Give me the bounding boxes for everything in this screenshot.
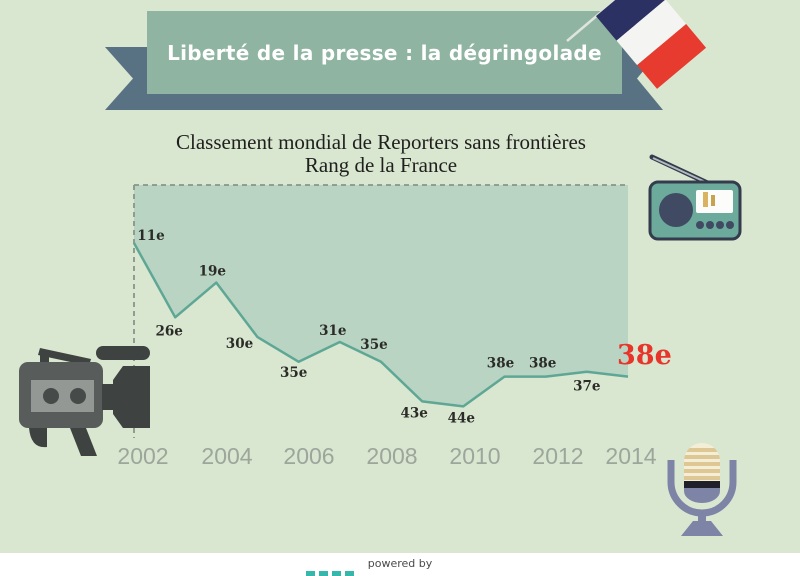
radio-slider xyxy=(711,195,715,206)
camera-mic-boom xyxy=(96,346,150,360)
chart-area-fill xyxy=(134,185,628,406)
year-tick-2014: 2014 xyxy=(605,443,657,469)
data-label-2004: 19e xyxy=(198,263,226,280)
camera-leg xyxy=(70,428,97,456)
chart-title-line2: Rang de la France xyxy=(304,153,458,177)
logo-square xyxy=(345,571,354,576)
powered-by-label: powered by xyxy=(367,557,433,570)
radio-icon xyxy=(640,148,750,248)
logo-square xyxy=(332,571,341,576)
camera-lens xyxy=(113,366,150,428)
data-label-2008: 35e xyxy=(360,336,388,353)
year-tick-2008: 2008 xyxy=(366,443,418,469)
data-label-2002: 11e xyxy=(137,228,165,244)
logo-square xyxy=(306,571,315,576)
chart-title-line1: Classement mondial de Reporters sans frontières xyxy=(176,130,586,154)
microphone-icon xyxy=(660,440,745,540)
year-tick-2004: 2004 xyxy=(201,443,253,469)
camera-reel xyxy=(43,388,59,404)
year-tick-2010: 2010 xyxy=(449,443,501,469)
video-camera-icon xyxy=(10,335,160,460)
camera-leg xyxy=(29,428,47,447)
radio-knob xyxy=(696,221,704,229)
piktochart-logo-icon xyxy=(306,571,354,576)
data-label-2013: 37e xyxy=(573,378,601,395)
radio-knob xyxy=(706,221,714,229)
final-rank-label-2014: 38e xyxy=(617,340,672,371)
footer-bar xyxy=(0,553,800,576)
data-label-2006: 35e xyxy=(280,364,308,381)
radio-knob xyxy=(726,221,734,229)
camera-reel xyxy=(70,388,86,404)
data-label-2003: 26e xyxy=(155,323,183,340)
year-tick-2002: 2002 xyxy=(117,443,169,469)
mic-cup xyxy=(684,488,720,503)
radio-knob xyxy=(716,221,724,229)
data-label-2005: 30e xyxy=(225,336,254,353)
camera-lens-mount xyxy=(102,384,114,410)
mic-base xyxy=(681,521,723,536)
logo-square xyxy=(319,571,328,576)
french-flag-icon xyxy=(555,0,755,100)
chart-title xyxy=(81,131,681,177)
year-tick-2006: 2006 xyxy=(283,443,335,469)
data-label-2009: 43e xyxy=(400,405,428,422)
data-label-2007: 31e xyxy=(319,323,347,339)
x-axis-year-labels xyxy=(117,443,656,469)
radio-speaker xyxy=(659,193,693,227)
radio-slider xyxy=(703,192,708,207)
data-label-2012: 38e xyxy=(529,355,557,372)
data-label-2011: 38e xyxy=(486,355,515,372)
year-tick-2012: 2012 xyxy=(532,443,584,469)
page-title: Liberté de la presse : la dégringolade xyxy=(167,40,602,65)
data-label-2010: 44e xyxy=(447,410,475,427)
mic-band xyxy=(684,481,720,488)
flag-cloth xyxy=(596,0,706,89)
